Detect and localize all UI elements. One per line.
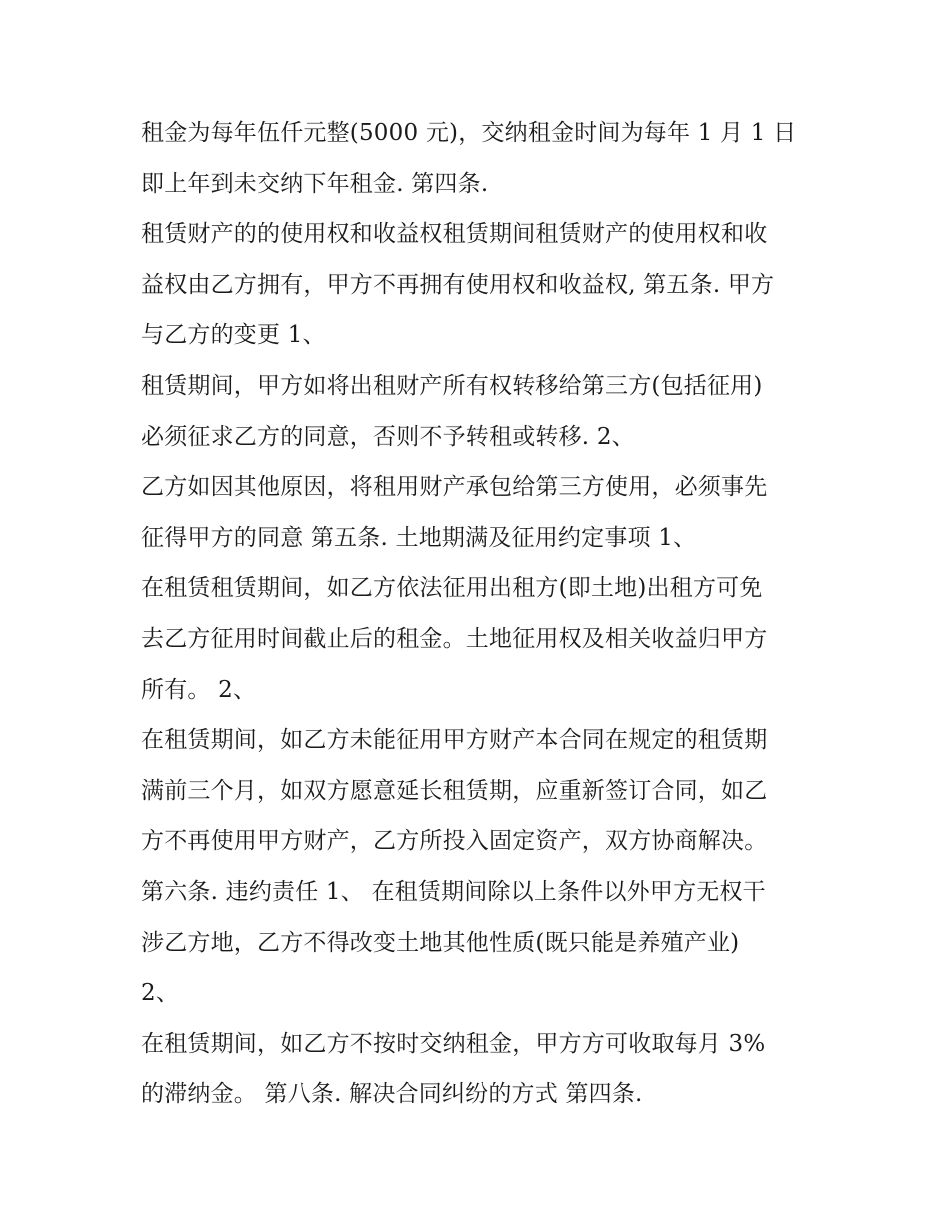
text-line: 租金为每年伍仟元整(5000 元)，交纳租金时间为每年 1 月 1 日: [141, 120, 797, 146]
text-line: 必须征求乙方的同意，否则不予转租或转移. 2、: [141, 423, 635, 450]
text-line: 在租赁期间，如乙方未能征用甲方财产本合同在规定的租赁期: [141, 727, 768, 754]
text-line: 的滞纳金。 第八条. 解决合同纠纷的方式 第四条.: [141, 1081, 643, 1108]
text-line: 即上年到未交纳下年租金. 第四条.: [141, 170, 489, 197]
text-line: 在租赁期间，如乙方不按时交纳租金，甲方方可收取每月 3%: [141, 1030, 766, 1057]
text-line: 租赁财产的的使用权和收益权租赁期间租赁财产的使用权和收: [141, 221, 768, 248]
text-line: 2、: [141, 980, 180, 1007]
text-line: 在租赁租赁期间，如乙方依法征用出租方(即土地)出租方可免: [141, 575, 763, 602]
text-line: 方不再使用甲方财产，乙方所投入固定资产，双方协商解决。: [141, 828, 768, 855]
document-body: [141, 108, 831, 1120]
text-line: 益权由乙方拥有，甲方不再拥有使用权和收益权, 第五条. 甲方: [141, 271, 775, 298]
text-line: 乙方如因其他原因，将租用财产承包给第三方使用，必须事先: [141, 474, 768, 501]
text-line: 征得甲方的同意 第五条. 土地期满及征用约定事项 1、: [141, 524, 697, 551]
text-line: 满前三个月，如双方愿意延长租赁期，应重新签订合同，如乙: [141, 777, 768, 804]
text-line: 第六条. 违约责任 1、 在租赁期间除以上条件以外甲方无权干: [141, 878, 766, 905]
text-line: 去乙方征用时间截止后的租金。土地征用权及相关收益归甲方: [141, 625, 768, 652]
text-line: 与乙方的变更 1、: [141, 322, 326, 349]
text-line: 租赁期间，甲方如将出租财产所有权转移给第三方(包括征用): [141, 372, 763, 399]
text-line: 所有。 2、: [141, 676, 257, 703]
text-line: 涉乙方地，乙方不得改变土地其他性质(既只能是养殖产业): [141, 929, 740, 956]
